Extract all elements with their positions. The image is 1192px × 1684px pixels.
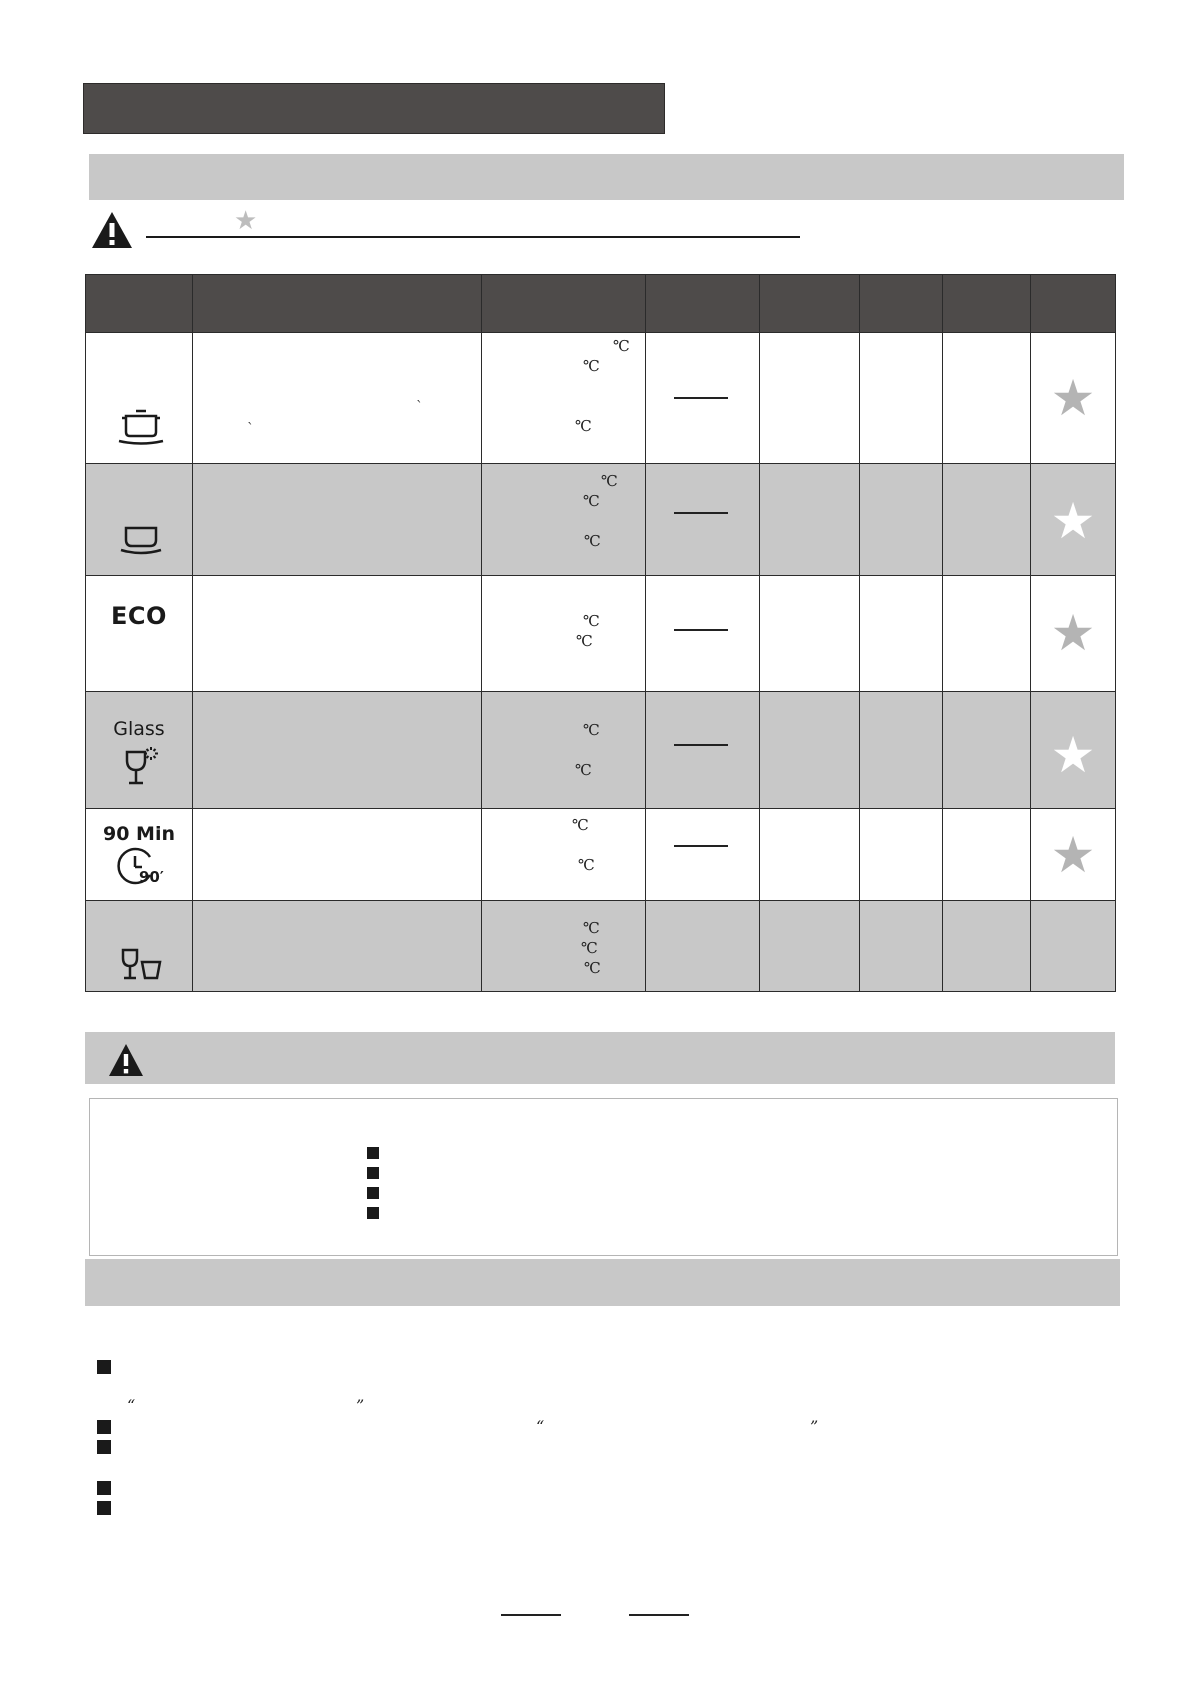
header-water xyxy=(943,275,1031,333)
header-detergent xyxy=(646,275,760,333)
program-sublabel: 90′ xyxy=(139,868,164,886)
program-label: Glass xyxy=(113,718,165,740)
header-time xyxy=(760,275,860,333)
time-cell xyxy=(760,901,860,992)
quote-mark: “ xyxy=(536,1417,545,1436)
time-cell xyxy=(760,464,860,576)
program-label: 90 Min xyxy=(102,823,175,845)
star-icon: ★ xyxy=(1050,726,1096,784)
temp-unit: ℃ xyxy=(578,856,595,874)
temp-unit: ℃ xyxy=(575,417,592,435)
cycle-cell xyxy=(482,576,646,692)
program-table xyxy=(85,274,1116,992)
tick-mark: ` xyxy=(247,421,254,437)
bullet-square xyxy=(97,1501,111,1515)
bullet-square xyxy=(97,1360,111,1374)
water-cell xyxy=(943,333,1031,464)
cycle-cell xyxy=(482,464,646,576)
notice-box xyxy=(89,1098,1118,1256)
star-icon: ★ xyxy=(234,206,258,236)
header-description xyxy=(193,275,482,333)
program-cell xyxy=(86,576,193,692)
table-row xyxy=(86,464,1116,576)
detergent-cell xyxy=(646,576,760,692)
section-bar xyxy=(85,1259,1120,1306)
cycle-cell xyxy=(482,809,646,901)
time-cell xyxy=(760,809,860,901)
program-cell xyxy=(86,333,193,464)
temp-unit: ℃ xyxy=(583,919,600,937)
dash-line xyxy=(674,845,728,847)
star-icon: ★ xyxy=(1050,369,1096,427)
table-row xyxy=(86,692,1116,809)
dash-line xyxy=(674,744,728,746)
energy-cell xyxy=(860,901,943,992)
time-cell xyxy=(760,333,860,464)
temp-unit: ℃ xyxy=(576,632,593,650)
bullet-square xyxy=(97,1420,111,1434)
energy-cell xyxy=(860,464,943,576)
detergent-cell xyxy=(646,692,760,809)
bullet-square xyxy=(367,1207,379,1219)
description-cell xyxy=(193,901,482,992)
energy-cell xyxy=(860,576,943,692)
temp-unit: ℃ xyxy=(583,612,600,630)
description-cell xyxy=(193,576,482,692)
description-cell xyxy=(193,333,482,464)
warning-triangle-icon xyxy=(90,210,134,250)
star-icon: ★ xyxy=(1050,492,1096,550)
water-cell xyxy=(943,464,1031,576)
quote-mark: ” xyxy=(356,1396,365,1415)
program-cell xyxy=(86,692,193,809)
temp-unit: ℃ xyxy=(575,761,592,779)
bullet-square xyxy=(367,1147,379,1159)
star-icon: ★ xyxy=(1050,604,1096,662)
warning-triangle-icon xyxy=(107,1042,145,1078)
underline-rule xyxy=(146,236,800,238)
table-row xyxy=(86,333,1116,464)
rinse-cell xyxy=(1031,692,1116,809)
temp-unit: ℃ xyxy=(572,816,589,834)
dash-line xyxy=(674,512,728,514)
detergent-cell xyxy=(646,464,760,576)
rinse-cell xyxy=(1031,333,1116,464)
water-cell xyxy=(943,809,1031,901)
rinse-cell xyxy=(1031,809,1116,901)
detergent-cell xyxy=(646,809,760,901)
rinse-cell xyxy=(1031,464,1116,576)
water-cell xyxy=(943,576,1031,692)
temp-unit: ℃ xyxy=(583,492,600,510)
cycle-cell xyxy=(482,692,646,809)
glass-icon xyxy=(124,746,160,788)
star-icon: ★ xyxy=(1050,826,1096,884)
footer-rule xyxy=(629,1614,689,1616)
temp-unit: ℃ xyxy=(613,337,630,355)
section-title-bar xyxy=(83,83,665,134)
detergent-cell xyxy=(646,901,760,992)
table-row xyxy=(86,576,1116,692)
dash-line xyxy=(674,397,728,399)
energy-cell xyxy=(860,809,943,901)
bullet-square xyxy=(367,1167,379,1179)
temp-unit: ℃ xyxy=(583,721,600,739)
table-row xyxy=(86,901,1116,992)
tick-mark: ` xyxy=(416,399,423,415)
detergent-cell xyxy=(646,333,760,464)
footer-rule xyxy=(501,1614,561,1616)
program-label: ECO xyxy=(111,602,167,630)
description-cell xyxy=(193,809,482,901)
program-cell xyxy=(86,809,193,901)
energy-cell xyxy=(860,333,943,464)
water-cell xyxy=(943,692,1031,809)
temp-unit: ℃ xyxy=(581,939,598,957)
cycle-cell xyxy=(482,901,646,992)
bowl-icon xyxy=(118,524,164,558)
cups-icon xyxy=(120,947,164,983)
header-program xyxy=(86,275,193,333)
dash-line xyxy=(674,629,728,631)
quote-mark: “ xyxy=(127,1396,136,1415)
notice-bar xyxy=(85,1032,1115,1084)
description-cell xyxy=(193,464,482,576)
header-cycle xyxy=(482,275,646,333)
pot-icon xyxy=(116,408,166,448)
bullet-square xyxy=(97,1440,111,1454)
quote-mark: ” xyxy=(810,1417,819,1436)
temp-unit: ℃ xyxy=(584,532,601,550)
description-cell xyxy=(193,692,482,809)
header-rinse xyxy=(1031,275,1116,333)
bullet-square xyxy=(97,1481,111,1495)
section-subtitle-bar xyxy=(89,154,1124,200)
time-cell xyxy=(760,576,860,692)
temp-unit: ℃ xyxy=(583,357,600,375)
rinse-cell xyxy=(1031,576,1116,692)
energy-cell xyxy=(860,692,943,809)
header-energy xyxy=(860,275,943,333)
program-cell xyxy=(86,901,193,992)
temp-unit: ℃ xyxy=(584,959,601,977)
rinse-cell xyxy=(1031,901,1116,992)
water-cell xyxy=(943,901,1031,992)
bullet-square xyxy=(367,1187,379,1199)
table-header-row xyxy=(86,275,1116,333)
program-cell xyxy=(86,464,193,576)
table-row xyxy=(86,809,1116,901)
time-cell xyxy=(760,692,860,809)
temp-unit: ℃ xyxy=(601,472,618,490)
cycle-cell xyxy=(482,333,646,464)
